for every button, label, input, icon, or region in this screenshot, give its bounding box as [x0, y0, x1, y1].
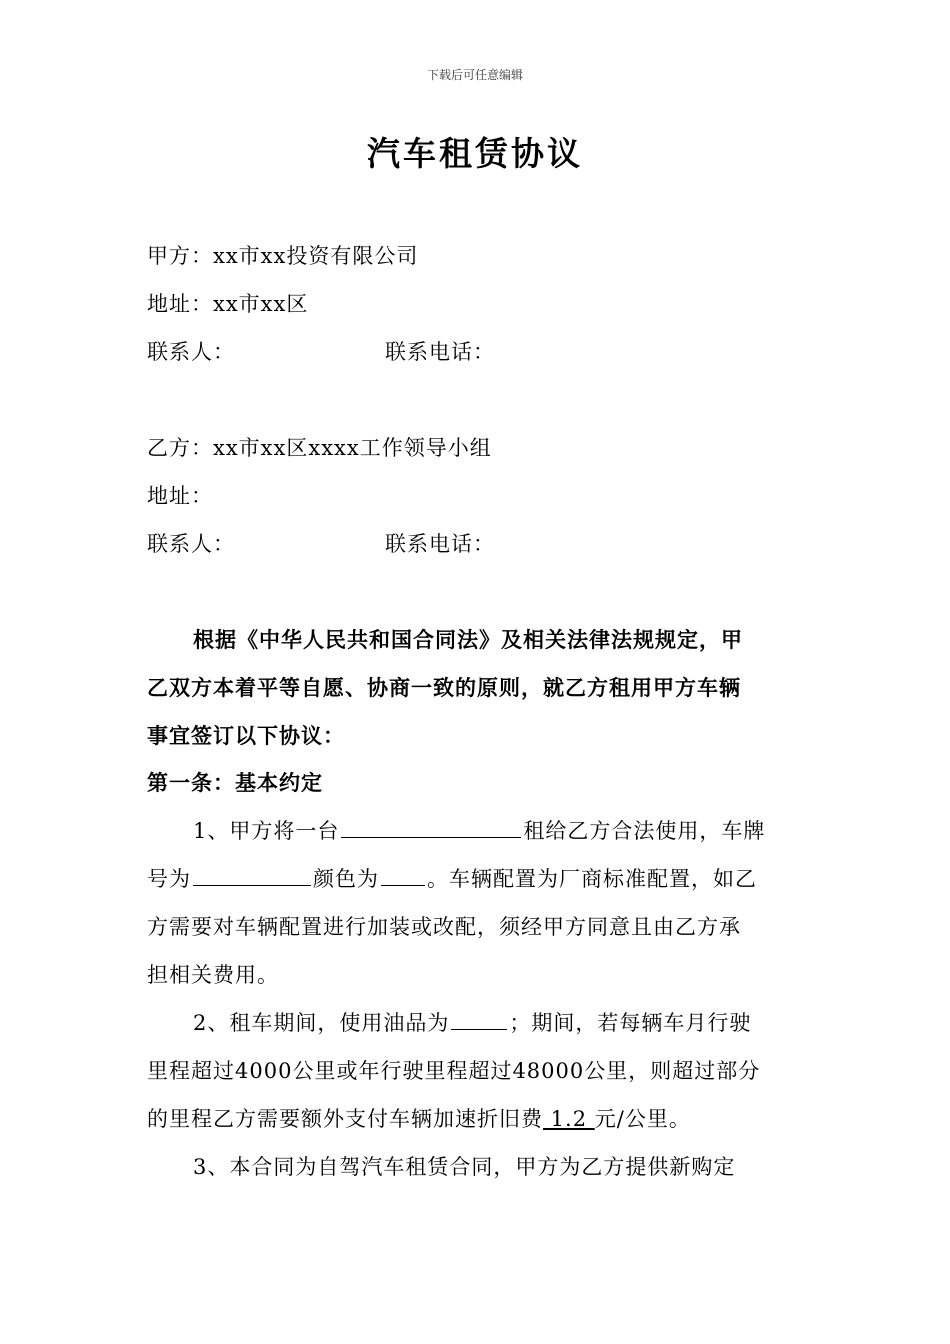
color-blank[interactable]: [381, 865, 425, 886]
vehicle-model-blank[interactable]: [341, 817, 521, 838]
preamble-line-2: 乙双方本着平等自愿、协商一致的原则，就乙方租用甲方车辆: [147, 675, 741, 700]
document-title: 汽车租赁协议: [367, 134, 583, 173]
item-2-text-a: 2、租车期间，使用油品为: [193, 1011, 450, 1035]
item-1-line-3: 方需要对车辆配置进行加装或改配，须经甲方同意且由乙方承: [147, 915, 741, 939]
item-1-text-b: 租给乙方合法使用，车牌: [523, 819, 766, 843]
item-2-text-d: 元/公里。: [594, 1107, 691, 1131]
preamble-line-3: 事宜签订以下协议：: [147, 723, 345, 748]
item-2-line-1: [193, 1007, 751, 1037]
item-2-line-3: [147, 1103, 691, 1133]
item-1-text-a: 1、甲方将一台: [193, 819, 340, 843]
item-1-text-e: 。车辆配置为厂商标准配置，如乙: [427, 867, 757, 891]
article-1-heading: 第一条：基本约定: [147, 770, 323, 795]
depreciation-fee-value: 1.2: [543, 1107, 595, 1131]
party-b-address: 地址：: [147, 484, 213, 508]
party-a-name: 甲方：xx市xx投资有限公司: [147, 244, 419, 268]
item-1-text-c: 号为: [147, 867, 191, 891]
item-2-text-b: ；期间，若每辆车月行驶: [509, 1011, 752, 1035]
plate-number-blank[interactable]: [193, 865, 311, 886]
party-a-address: 地址：xx市xx区: [147, 292, 309, 316]
item-1-line-2: [147, 863, 757, 893]
fuel-type-blank[interactable]: [451, 1009, 507, 1030]
party-b-name: 乙方：xx市xx区xxxx工作领导小组: [147, 436, 492, 460]
item-3-line-1: 3、本合同为自驾汽车租赁合同，甲方为乙方提供新购定: [193, 1155, 736, 1179]
item-1-line-4: 担相关费用。: [147, 963, 279, 987]
party-b-contact: 联系人：: [147, 532, 235, 556]
party-a-contact: 联系人：: [147, 340, 235, 364]
preamble-line-1: 根据《中华人民共和国合同法》及相关法律法规规定，甲: [193, 627, 743, 652]
item-1-line-1: [193, 815, 765, 845]
party-b-phone: 联系电话：: [385, 532, 495, 556]
party-a-phone: 联系电话：: [385, 340, 495, 364]
header-note: 下载后可任意编辑: [426, 68, 523, 82]
item-1-text-d: 颜色为: [313, 867, 379, 891]
item-2-line-2: 里程超过4000公里或年行驶里程超过48000公里，则超过部分: [147, 1059, 761, 1083]
item-2-text-c: 的里程乙方需要额外支付车辆加速折旧费: [147, 1107, 543, 1131]
